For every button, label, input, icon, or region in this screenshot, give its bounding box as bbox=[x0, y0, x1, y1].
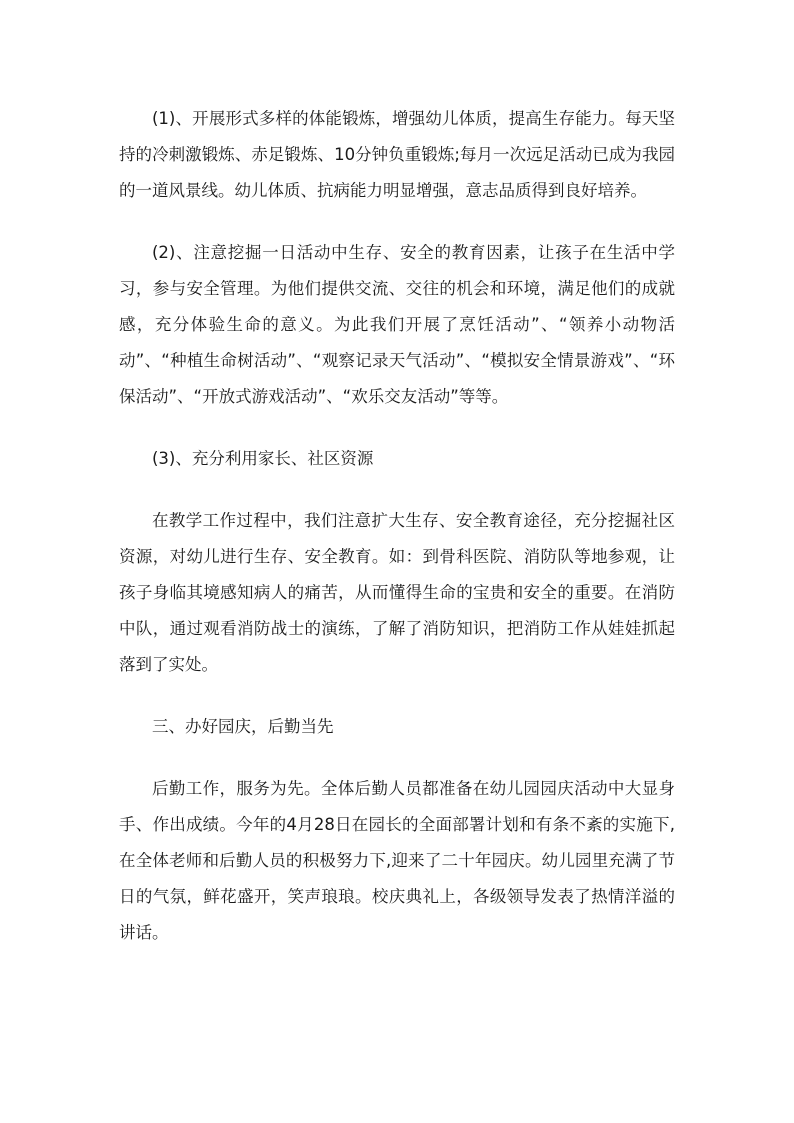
section-heading-anniversary: 三、办好园庆，后勤当先 bbox=[152, 717, 334, 736]
paragraph-physical-exercise: (1)、开展形式多样的体能锻炼，增强幼儿体质，提高生存能力。每天坚持的冷刺激锻炼、赤足锻炼、10分钟负重锻炼;每月一次远足活动已成为我园的一道风景线。幼儿体质、抗病能力明显增强，意志品质得到良好培养。 bbox=[119, 109, 675, 200]
paragraph-daily-activities: (2)、注意挖掘一日活动中生存、安全的教育因素，让孩子在生活中学习，参与安全管理。为他们提供交流、交往的机会和环境，满足他们的成就感，充分体验生命的意义。为此我们开展了烹饪活动”、“领养小动物活动”、“种植生命树活动”、“观察记录天气活动”、“模拟安全情景游戏”、“环保活动”、“开放式游戏活动”、“欢乐交友活动”等等。 bbox=[119, 243, 675, 406]
paragraph-teaching-work: 在教学工作过程中，我们注意扩大生存、安全教育途径，充分挖掘社区资源，对幼儿进行生存、安全教育。如：到骨科医院、消防队等地参观，让孩子身临其境感知病人的痛苦，从而懂得生命的宝贵和安全的重要。在消防中队，通过观看消防战士的演练，了解了消防知识，把消防工作从娃娃抓起落到了实处。 bbox=[119, 511, 675, 674]
paragraph-community-resources-heading: (3)、充分利用家长、社区资源 bbox=[152, 449, 374, 468]
document-body bbox=[119, 101, 675, 977]
paragraph-logistics-work: 后勤工作，服务为先。全体后勤人员都准备在幼儿园园庆活动中大显身手、作出成绩。今年的4月28日在园长的全面部署计划和有条不紊的实施下,在全体老师和后勤人员的积极努力下,迎来了二十年园庆。幼儿园里充满了节日的气氛，鲜花盛开，笑声琅琅。校庆典礼上，各级领导发表了热情洋溢的讲话。 bbox=[119, 779, 675, 942]
